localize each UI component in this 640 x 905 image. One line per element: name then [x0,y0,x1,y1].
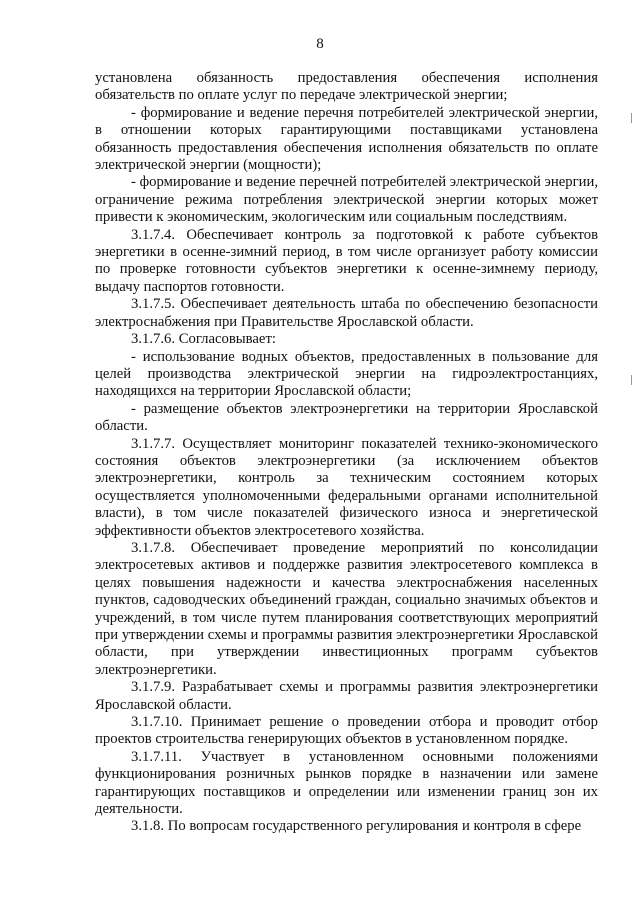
paragraph-14: 3.1.8. По вопросам государственного регулирования и контроля в сфере [131,818,582,835]
paragraph-3: - формирование и ведение перечней потребителей электрической энергии, ограничение режима потребления электрической энергии которых может привести к экономическим, экологическим или социальным последствиям. [95,174,598,226]
scan-mark-upper [631,113,632,123]
paragraph-6: 3.1.7.6. Согласовывает: [131,331,276,348]
paragraph-4: 3.1.7.4. Обеспечивает контроль за подготовкой к работе субъектов энергетики в осенне-зимний период, в том числе организует работу комиссии по проверке готовности субъектов энергетики к осенне-зимнему периоду, выдачу паспортов готовности. [95,226,598,295]
document-body [95,70,598,836]
paragraph-13: 3.1.7.11. Участвует в установленном основными положениями функционирования розничных рынков порядке в назначении или замене гарантирующих поставщиков и определении или изменении границ зон их деятельности. [95,748,598,818]
paragraph-5: 3.1.7.5. Обеспечивает деятельность штаба по обеспечению безопасности электроснабжения при Правительстве Ярославской области. [95,296,598,330]
paragraph-7: - использование водных объектов, предоставленных в пользование для целей производства электрической энергии на гидроэлектростанциях, находящихся на территории Ярославской области; [95,348,598,400]
paragraph-2: - формирование и ведение перечня потребителей электрической энергии, в отношении которых гарантирующими поставщиками установлена обязанность предоставления обеспечения исполнения обязательств по оплате электрической энергии (мощности); [95,104,598,174]
paragraph-1: установлена обязанность предоставления обеспечения исполнения обязательств по оплате услуг по передаче электрической энергии; [95,70,598,104]
paragraph-9: 3.1.7.7. Осуществляет мониторинг показателей технико-экономического состояния объектов электроэнергетики (за исключением объектов электроэнергетики, контроль за техническим состоянием которых осуществляется уполномоченными федеральными органами исполнительной власти), в том числе показателей физического износа и энергетической эффективности объектов электросетевого хозяйства. [95,435,598,539]
paragraph-12: 3.1.7.10. Принимает решение о проведении отбора и проводит отбор проектов строительства генерирующих объектов в установленном порядке. [95,714,598,748]
page-number: 8 [316,36,324,52]
paragraph-10: 3.1.7.8. Обеспечивает проведение мероприятий по консолидации электросетевых активов и поддержке развития электросетевого комплекса в целях повышения надежности и качества электроснабжения населенных пунктов, садоводческих объединений граждан, социально значимых объектов и учреждений, в том числе путем планирования соответствующих мероприятий при утверждении схемы и программы развития электроэнергетики Ярославской области, при утверждении инвестиционных программ субъектов электроэнергетики. [95,539,598,678]
scan-mark-lower [631,375,632,385]
paragraph-8: - размещение объектов электроэнергетики на территории Ярославской области. [95,400,598,435]
paragraph-11: 3.1.7.9. Разрабатывает схемы и программы развития электроэнергетики Ярославской области. [95,679,598,713]
